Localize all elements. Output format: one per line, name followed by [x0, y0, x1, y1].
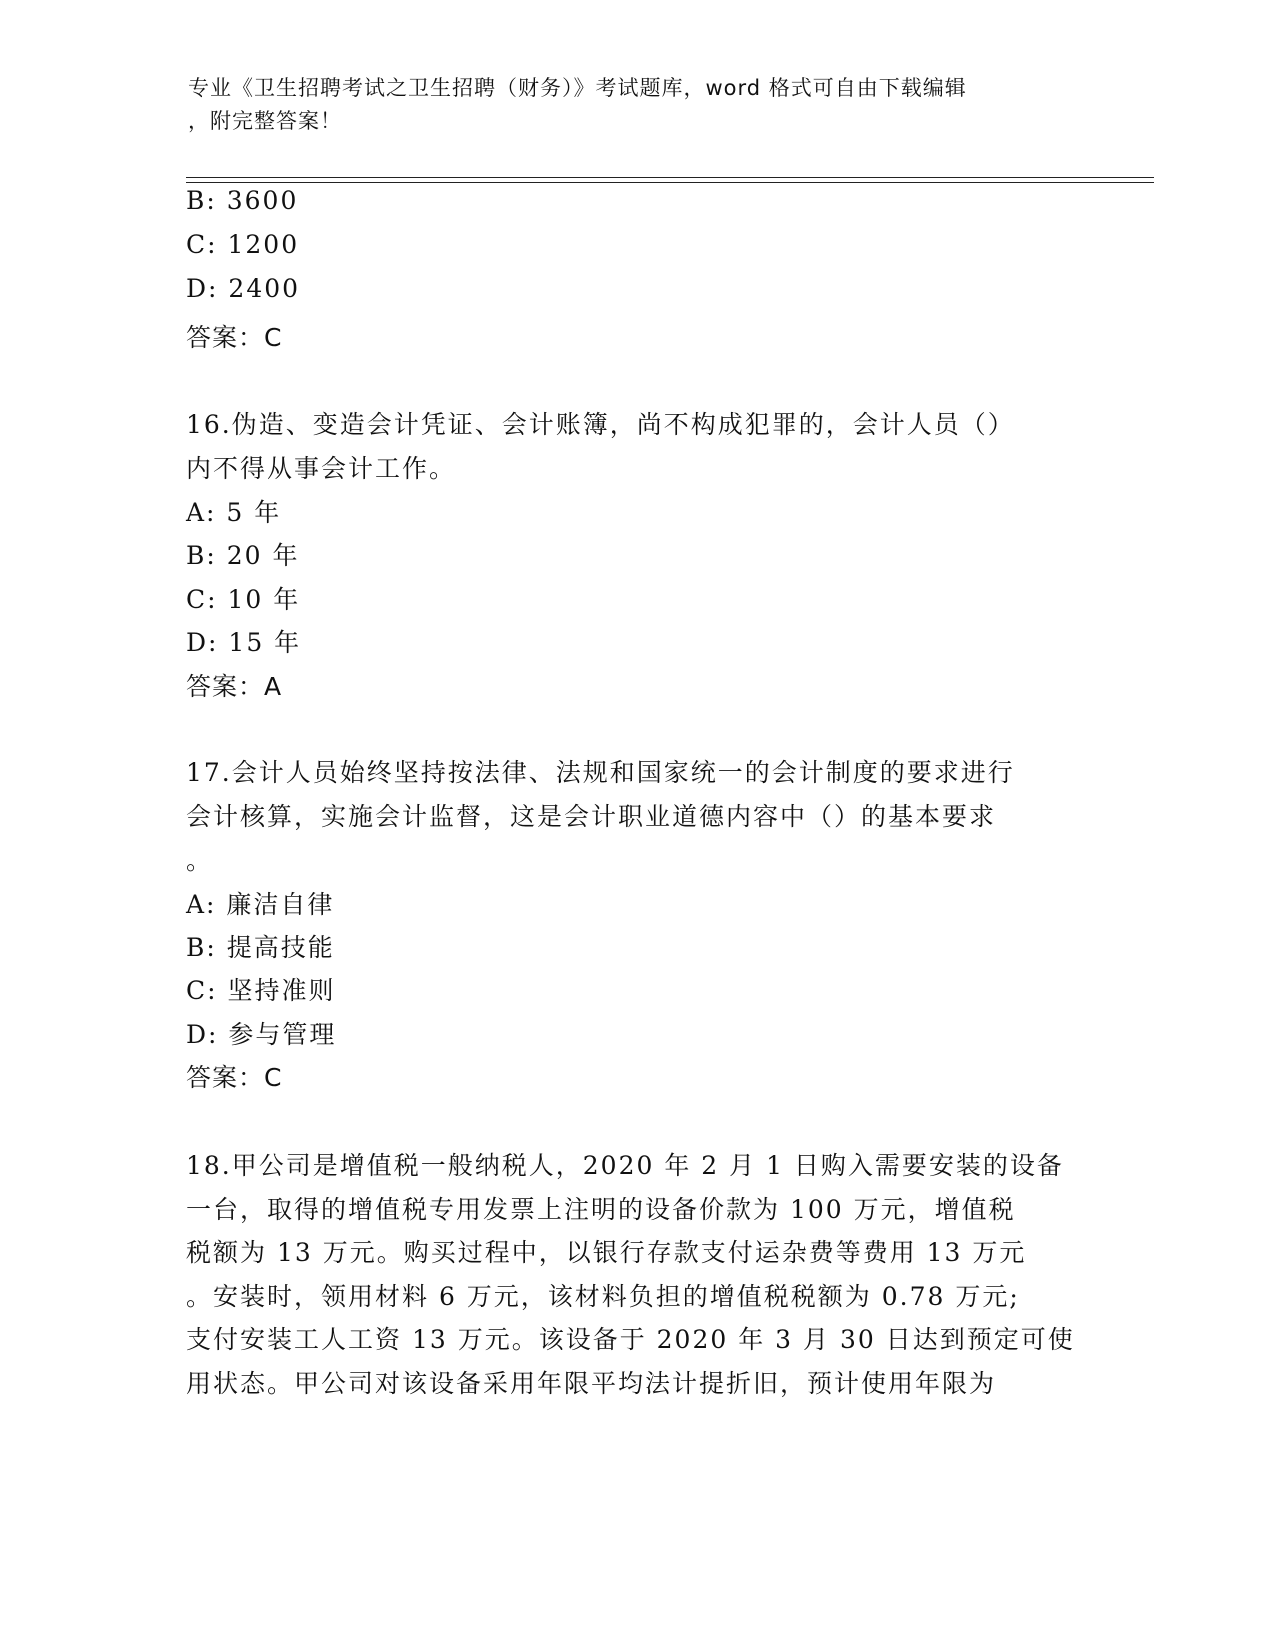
q16-stem-line-2: 内不得从事会计工作。	[186, 454, 457, 483]
q15-option-b: B: 3600	[186, 186, 299, 215]
q16-option-c: C: 10 年	[186, 585, 301, 614]
q18-stem-line-2: 一台，取得的增值税专用发票上注明的设备价款为 100 万元，增值税	[186, 1195, 1016, 1224]
q18-stem-line-6: 用状态。甲公司对该设备采用年限平均法计提折旧，预计使用年限为	[186, 1369, 997, 1398]
header-divider	[186, 177, 1154, 178]
q15-answer: 答案：C	[186, 323, 283, 352]
header-divider-second	[186, 182, 1154, 183]
q17-stem-line-1: 17.会计人员始终坚持按法律、法规和国家统一的会计制度的要求进行	[186, 758, 1015, 787]
q15-option-c: C: 1200	[186, 230, 300, 259]
q17-stem-line-2: 会计核算，实施会计监督，这是会计职业道德内容中（）的基本要求	[186, 802, 997, 831]
q17-answer: 答案：C	[186, 1063, 283, 1092]
page-header: 专业《卫生招聘考试之卫生招聘（财务）》考试题库，word 格式可自由下载编辑 ，附完整答案！	[188, 76, 967, 133]
q17-option-b: B: 提高技能	[186, 933, 335, 962]
q18-stem-line-1: 18.甲公司是增值税一般纳税人，2020 年 2 月 1 日购入需要安装的设备	[186, 1151, 1064, 1180]
q16-option-b: B: 20 年	[186, 541, 300, 570]
q18-stem-line-4: 。安装时，领用材料 6 万元，该材料负担的增值税税额为 0.78 万元;	[186, 1282, 1020, 1311]
q18-stem-line-5: 支付安装工人工资 13 万元。该设备于 2020 年 3 月 30 日达到预定可使	[186, 1325, 1075, 1354]
q16-answer: 答案：A	[186, 672, 283, 701]
q17-option-a: A: 廉洁自律	[186, 890, 335, 919]
q15-option-d: D: 2400	[186, 274, 301, 303]
q17-stem-line-3: 。	[186, 846, 214, 875]
q16-option-a: A: 5 年	[186, 498, 282, 527]
q16-option-d: D: 15 年	[186, 628, 302, 657]
q16-stem-line-1: 16.伪造、变造会计凭证、会计账簿，尚不构成犯罪的，会计人员（）	[186, 410, 1015, 439]
q17-option-c: C: 坚持准则	[186, 976, 336, 1005]
q17-option-d: D: 参与管理	[186, 1020, 337, 1049]
q18-stem-line-3: 税额为 13 万元。购买过程中，以银行存款支付运杂费等费用 13 万元	[186, 1238, 1027, 1267]
